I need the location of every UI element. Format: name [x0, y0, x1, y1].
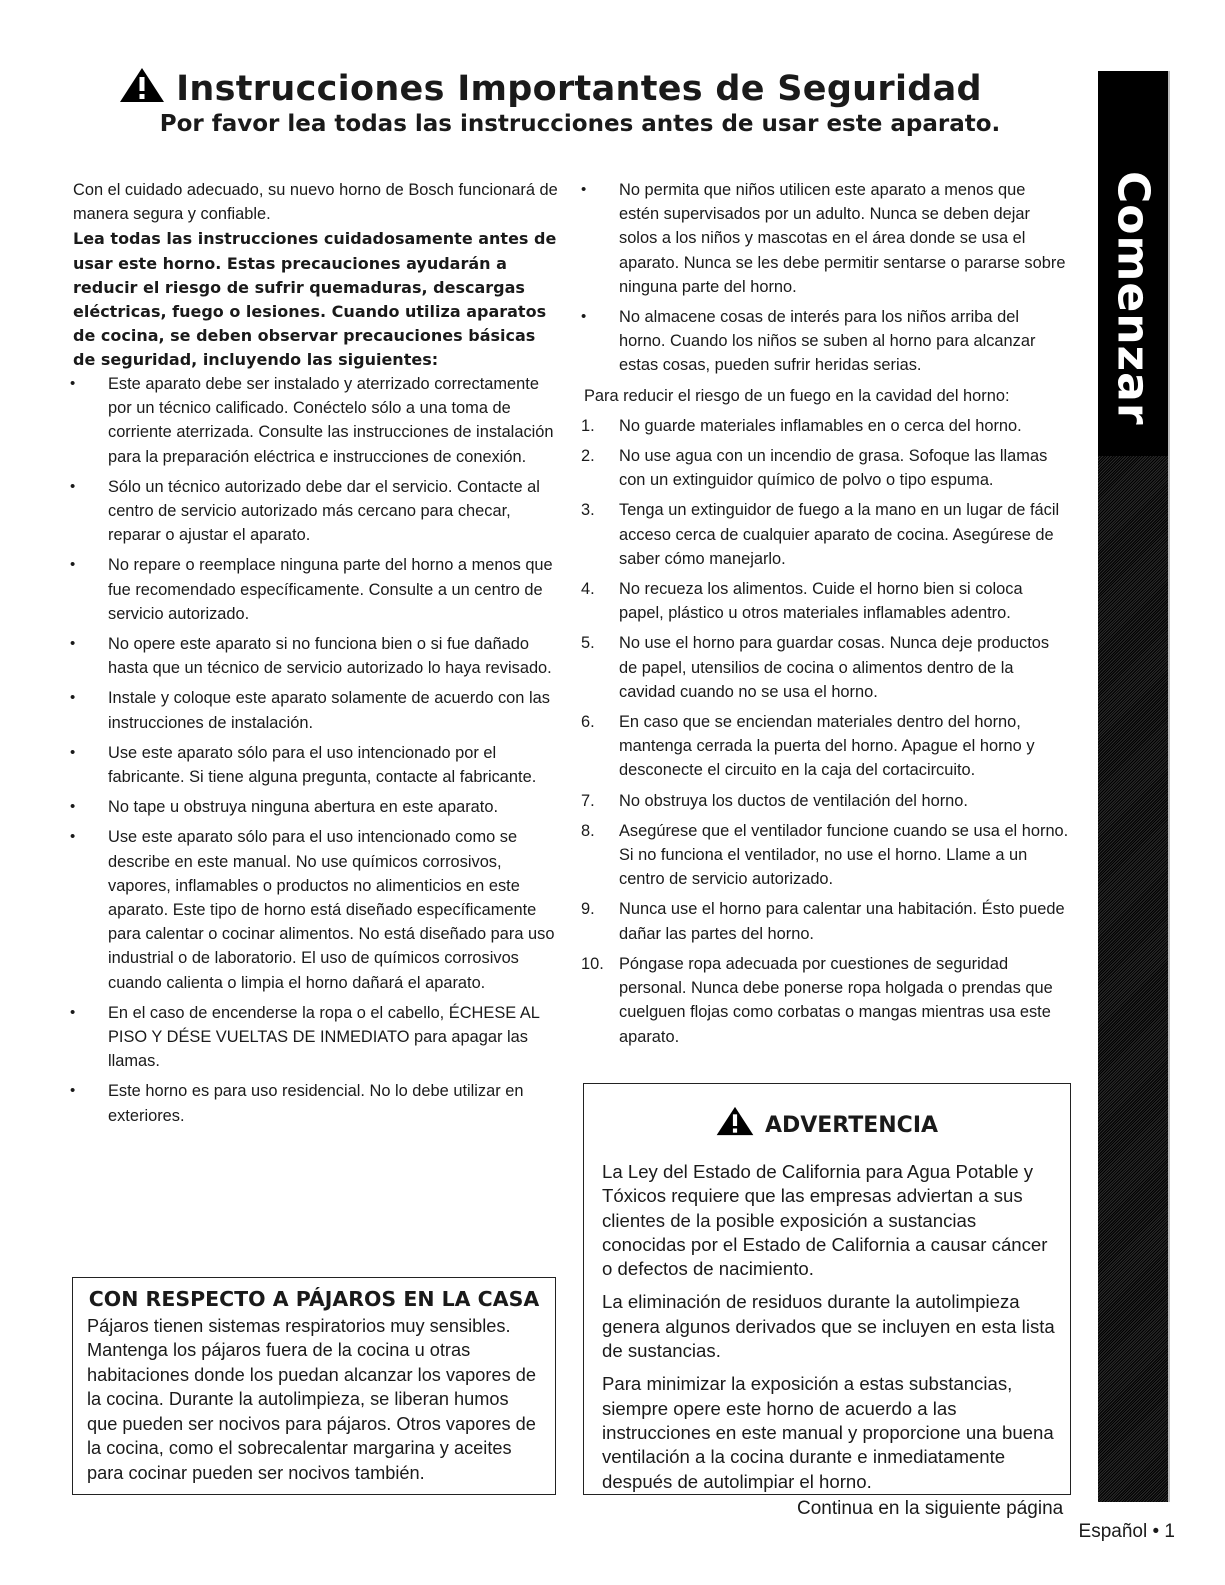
list-item: • No permita que niños utilicen este aparato a menos que estén supervisados por un adulto. Nunca se deben dejar solos a los niños y mascotas en el área donde se usa el aparato. Nunca se les debe permitir sentarse o pararse sobre ninguna parte del horno. [584, 178, 1069, 299]
page-number: Español • 1 [1078, 1521, 1175, 1542]
continued-note: Continua en la siguiente página [797, 1498, 1064, 1519]
list-number: 1. [581, 416, 595, 435]
list-number: 7. [581, 791, 595, 810]
side-tab-pattern [1098, 456, 1168, 1502]
list-number: 6. [581, 713, 595, 732]
section-side-tab [1098, 71, 1170, 1502]
warning-title: ADVERTENCIA [764, 1113, 939, 1138]
list-item [581, 444, 1069, 492]
list-number: 8. [581, 821, 595, 840]
warning-paragraph: La eliminación de residuos durante la autolimpieza genera algunos derivados que se incluyen en esta lista de sustancias. [602, 1291, 1055, 1362]
warning-heading [597, 1104, 1056, 1142]
list-item-text: En caso que se enciendan materiales dentro del horno, mantenga cerrada la puerta del horno. Apague el horno y desconecte el circuito en la caja del cortacircuito. [619, 713, 1035, 780]
list-item: • No almacene cosas de interés para los niños arriba del horno. Cuando los niños se suben al horno para alcanzar estas cosas, pueden sufrir heridas serias. [584, 305, 1069, 378]
list-number: 3. [581, 501, 595, 520]
right-column [581, 178, 1069, 1055]
intro-bold-text: Lea todas las instrucciones cuidadosamente antes de usar este horno. Estas precauciones ayudarán a reducir el riesgo de sufrir quemaduras, descargas eléctricas, fuego o lesiones. Cuando utiliza aparatos de cocina, se deben observar precauciones básicas de seguridad, incluyendo las siguientes: [73, 229, 557, 369]
list-item: • No opere este aparato si no funciona bien o si fue dañado hasta que un técnico de servicio autorizado lo haya revisado. [73, 632, 561, 680]
list-item-text: No use el horno para guardar cosas. Nunca deje productos de papel, utensilios de cocina o alimentos dentro de la cavidad cuando no se usa el horno. [619, 634, 1050, 701]
list-item: • Sólo un técnico autorizado debe dar el servicio. Contacte al centro de servicio autorizado más cercano para checar, reparar o ajustar el aparato. [73, 475, 561, 548]
left-column [73, 178, 561, 1134]
list-item [581, 631, 1069, 704]
list-item: • Use este aparato sólo para el uso intencionado como se describe en este manual. No use químicos corrosivos, vapores, inflamables o productos no alimenticios en este aparato. Este tipo de horno está diseñado específicamente para calentar o cocinar alimentos. No está diseñado para uso industrial o de laboratorio. El uso de químicos corrosivos cuando calienta o limpia el horno dañará el aparato. [73, 825, 561, 994]
side-tab-label: Comenzar [1107, 171, 1159, 426]
list-item-text: Póngase ropa adecuada por cuestiones de seguridad personal. Nunca debe ponerse ropa holgada o prendas que cuelguen flojas como corbatas o mangas mientras usa este aparato. [619, 954, 1053, 1046]
intro-text: Con el cuidado adecuado, su nuevo horno de Bosch funcionará de manera segura y confiable. [73, 181, 558, 224]
list-item-text: No recueza los alimentos. Cuide el horno bien si coloca papel, plástico u otros materiales inflamables adentro. [619, 580, 1023, 623]
list-number: 5. [581, 634, 595, 653]
list-item [581, 819, 1069, 892]
california-warning-box [583, 1083, 1071, 1495]
list-item [581, 414, 1069, 438]
birds-box-text: Pájaros tienen sistemas respiratorios muy sensibles. Mantenga los pájaros fuera de la cocina u otras habitaciones donde los puedan alcanzar los vapores de la cocina. Durante la autolimpieza, se liberan humos que pueden ser nocivos para pájaros. Otros vapores de la cocina, como el sobrecalentar margarina y aceites para cocinar pueden ser nocivos también. [87, 1315, 536, 1483]
page-title-text: Instrucciones Importantes de Seguridad [176, 69, 982, 109]
page-title [0, 66, 1100, 113]
birds-box-title: CON RESPECTO A PÁJAROS EN LA CASA [88, 1287, 540, 1311]
list-item: • Este aparato debe ser instalado y aterrizado correctamente por un técnico calificado. Conéctelo sólo a una toma de corriente aterrizada. Consulte las instrucciones de instalación para la preparación eléctrica e instrucciones de conexión. [73, 372, 561, 469]
list-item: • En el caso de encenderse la ropa o el cabello, ÉCHESE AL PISO Y DÉSE VUELTAS DE INMEDIATO para apagar las llamas. [73, 1001, 561, 1074]
list-item-text: Tenga un extinguidor de fuego a la mano en un lugar de fácil acceso cerca de cualquier aparato de cocina. Asegúrese de saber cómo manejarlo. [619, 501, 1060, 568]
list-number: 2. [581, 447, 595, 466]
list-item: • Use este aparato sólo para el uso intencionado por el fabricante. Si tiene alguna pregunta, contacte al fabricante. [73, 741, 561, 789]
list-item [581, 577, 1069, 625]
fire-intro-text: Para reducir el riesgo de un fuego en la cavidad del horno: [584, 386, 1010, 405]
warning-triangle-icon [715, 1104, 755, 1144]
list-item-text: No use agua con un incendio de grasa. Sofoque las llamas con un extinguidor químico de polvo o tipo espuma. [619, 447, 1048, 490]
warning-paragraph: Para minimizar la exposición a estas substancias, siempre opere este horno de acuerdo a las instrucciones en este manual y proporcione una buena ventilación a la cocina durante e inmediatamente después de autolimpiar el horno. [602, 1373, 1054, 1492]
list-item [581, 710, 1069, 783]
list-item [581, 789, 1069, 813]
page-subtitle: Por favor lea todas las instrucciones antes de usar este aparato. [159, 111, 1001, 137]
list-item [581, 498, 1069, 571]
list-item [581, 952, 1069, 1049]
list-item: • No tape u obstruya ninguna abertura en este aparato. [73, 795, 561, 819]
list-number: 4. [581, 580, 595, 599]
list-item: • Instale y coloque este aparato solamente de acuerdo con las instrucciones de instalación. [73, 686, 561, 734]
right-bullet-list [584, 178, 1069, 378]
list-item-text: No obstruya los ductos de ventilación del horno. [619, 791, 968, 810]
left-bullet-list [73, 372, 561, 1128]
fire-numbered-list [581, 414, 1069, 1049]
list-number: 10. [581, 954, 604, 973]
warning-triangle-icon [118, 66, 166, 113]
list-item: • Este horno es para uso residencial. No lo debe utilizar en exteriores. [73, 1079, 561, 1127]
list-item [581, 897, 1069, 945]
list-item-text: Nunca use el horno para calentar una habitación. Ésto puede dañar las partes del horno. [619, 900, 1065, 943]
list-item: • No repare o reemplace ninguna parte del horno a menos que fue recomendado específicamente. Consulte a un centro de servicio autorizado. [73, 553, 561, 626]
list-number: 9. [581, 900, 595, 919]
list-item-text: No guarde materiales inflamables en o cerca del horno. [619, 416, 1022, 435]
warning-paragraph: La Ley del Estado de California para Agua Potable y Tóxicos requiere que las empresas adviertan a sus clientes de la posible exposición a sustancias conocidas por el Estado de California a causar cáncer o defectos de nacimiento. [602, 1161, 1048, 1280]
list-item-text: Asegúrese que el ventilador funcione cuando se usa el horno. Si no funciona el ventilador, no use el horno. Llame a un centro de servicio autorizado. [619, 821, 1069, 889]
birds-notice-box [72, 1277, 556, 1495]
